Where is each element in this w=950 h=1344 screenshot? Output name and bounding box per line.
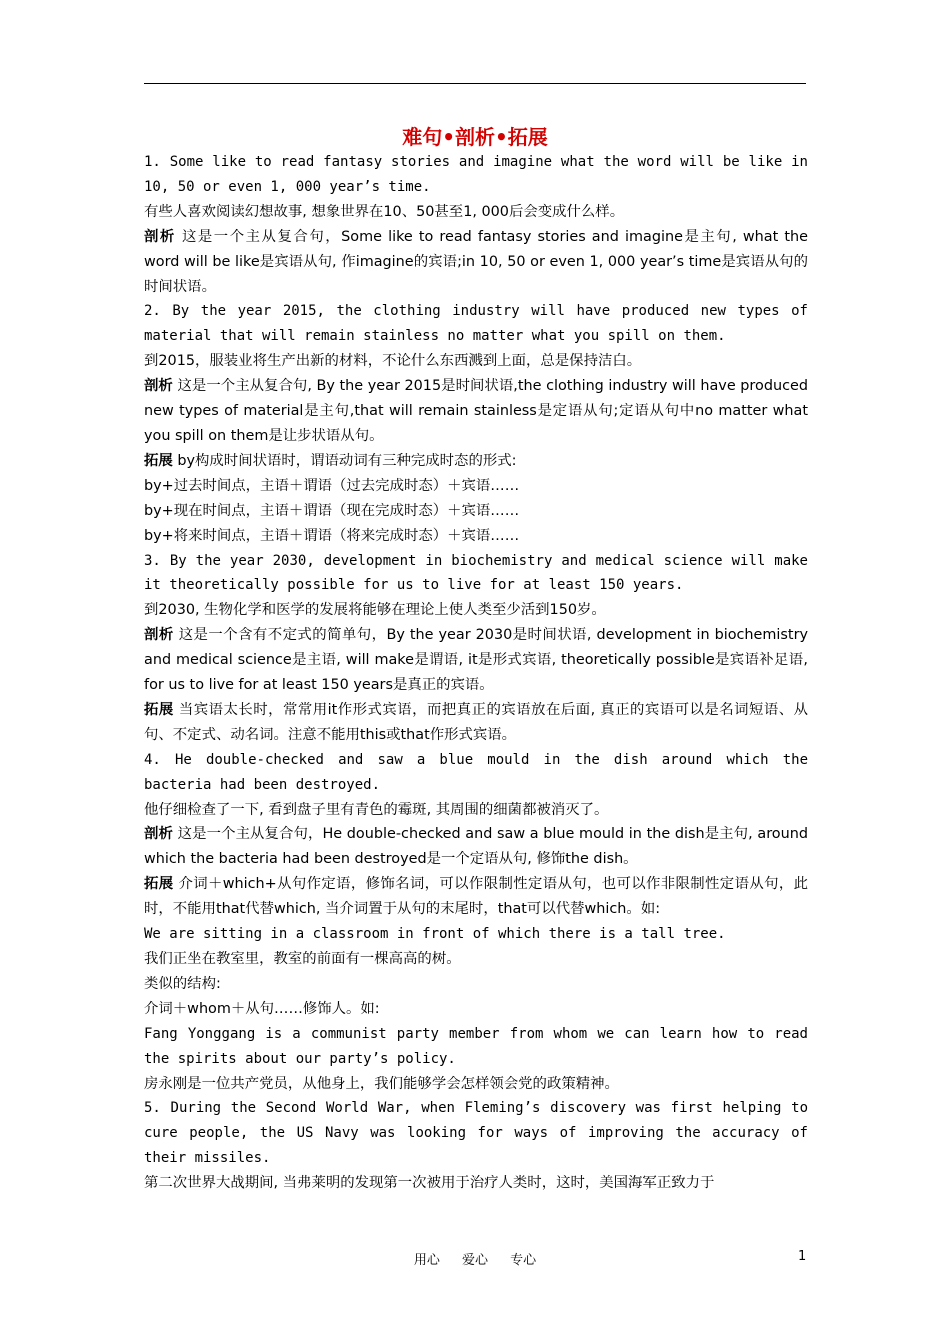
sentence-4-analysis (144, 822, 808, 872)
document-title: 难句•剖析•拓展 (402, 125, 548, 149)
sentence-3-extension (144, 698, 808, 748)
sentence-4-en: 4. He double-checked and saw a blue mould in the dish around which the bacteria had been destroyed. (144, 751, 808, 793)
example-zh: 我们正坐在教室里，教室的前面有一棵高高的树。 (144, 951, 461, 967)
page-number: 1 (798, 1249, 807, 1264)
example-en: Fang Yonggang is a communist party member from whom we can learn how to read the spirits about our party’s policy. (144, 1025, 808, 1067)
sentence-2-analysis (144, 374, 808, 449)
pattern-line: by+过去时间点，主语＋谓语（过去完成时态）＋宾语…… (144, 477, 520, 494)
sentence-5-en: 5. During the Second World War, when Fleming’s discovery was first helping to cure people, the US Navy was looking for ways of improving the accuracy of their missiles. (144, 1100, 808, 1167)
document-body (144, 150, 808, 1196)
sentence-1-analysis (144, 225, 808, 300)
extension-text: 当宾语太长时，常常用it作形式宾语，而把真正的宾语放在后面, 真正的宾语可以是名词短语、从句、不定式、动名词。注意不能用this或that作形式宾语。 (144, 701, 808, 743)
analysis-text: 这是一个主从复合句，He double-checked and saw a blue mould in the dish是主句, around which the bacteria had been destroyed是一个定语从句, 修饰the dish。 (144, 826, 808, 868)
sentence-4-zh: 他仔细检查了一下, 看到盘子里有青色的霉斑, 其周围的细菌都被消灭了。 (144, 801, 609, 818)
sentence-3-zh: 到2030, 生物化学和医学的发展将能够在理论上使人类至少活到150岁。 (144, 602, 606, 619)
analysis-tag: 剖析 (144, 826, 173, 843)
sentence-3-analysis (144, 623, 808, 698)
header-rule (144, 83, 806, 84)
footer-motto: 用心 爱心 专心 (413, 1253, 537, 1268)
similar-structure-label: 类似的结构: (144, 975, 221, 992)
sentence-2-zh: 到2015，服装业将生产出新的材料，不论什么东西溅到上面，总是保持洁白。 (144, 353, 642, 370)
pattern-line: 介词＋whom＋从句……修饰人。如: (144, 1000, 380, 1017)
sentence-1-zh: 有些人喜欢阅读幻想故事, 想象世界在10、50甚至1, 000后会变成什么样。 (144, 203, 625, 220)
extension-tag: 拓展 (144, 876, 174, 893)
example-en: We are sitting in a classroom in front of which there is a tall tree. (144, 926, 726, 943)
extension-tag: 拓展 (144, 452, 173, 469)
extension-tag: 拓展 (144, 701, 174, 718)
sentence-2-extension (144, 449, 808, 474)
analysis-tag: 剖析 (144, 378, 173, 395)
sentence-5-zh: 第二次世界大战期间, 当弗莱明的发现第一次被用于治疗人类时，这时，美国海军正致力于 (144, 1175, 715, 1192)
pattern-line: by+将来时间点，主语＋谓语（将来完成时态）＋宾语…… (144, 527, 520, 544)
pattern-line: by+现在时间点，主语＋谓语（现在完成时态）＋宾语…… (144, 502, 520, 519)
analysis-tag: 剖析 (144, 627, 174, 644)
extension-text: 介词＋which+从句作定语，修饰名词，可以作限制性定语从句，也可以作非限制性定语从句，此时，不能用that代替which, 当介词置于从句的末尾时，that可以代替which。如: (144, 876, 808, 918)
sentence-1-en: 1. Some like to read fantasy stories and imagine what the word will be like in 10, 50 or even 1, 000 year’s time. (144, 154, 808, 195)
analysis-text: 这是一个主从复合句, By the year 2015是时间状语,the clothing industry will have produced new types of material是主句,that will remain stainless是定语从句;定语从句中no matter what you spill on them是让步状语从句。 (144, 378, 808, 444)
analysis-text: 这是一个含有不定式的简单句，By the year 2030是时间状语, development in biochemistry and medical science是主语, will make是谓语, it是形式宾语, theoretically possible是宾语补足语, for us to live for at least 150 years是真正的宾语。 (144, 627, 808, 694)
analysis-tag: 剖析 (144, 228, 176, 245)
analysis-text: 这是一个主从复合句，Some like to read fantasy stories and imagine是主句, what the word will be like是宾语从句, 作imagine的宾语;in 10, 50 or even 1, 000 year’s time是宾语从句的时间状语。 (144, 228, 808, 295)
sentence-3-en: 3. By the year 2030, development in biochemistry and medical science will make it theoretically possible for us to live for at least 150 years. (144, 552, 808, 594)
sentence-2-en: 2. By the year 2015, the clothing industry will have produced new types of material that will remain stainless no matter what you spill on them. (144, 303, 808, 345)
extension-text: by构成时间状语时，谓语动词有三种完成时态的形式: (177, 452, 517, 469)
example-zh: 房永刚是一位共产党员，从他身上，我们能够学会怎样领会党的政策精神。 (144, 1075, 619, 1092)
sentence-4-extension (144, 872, 808, 922)
